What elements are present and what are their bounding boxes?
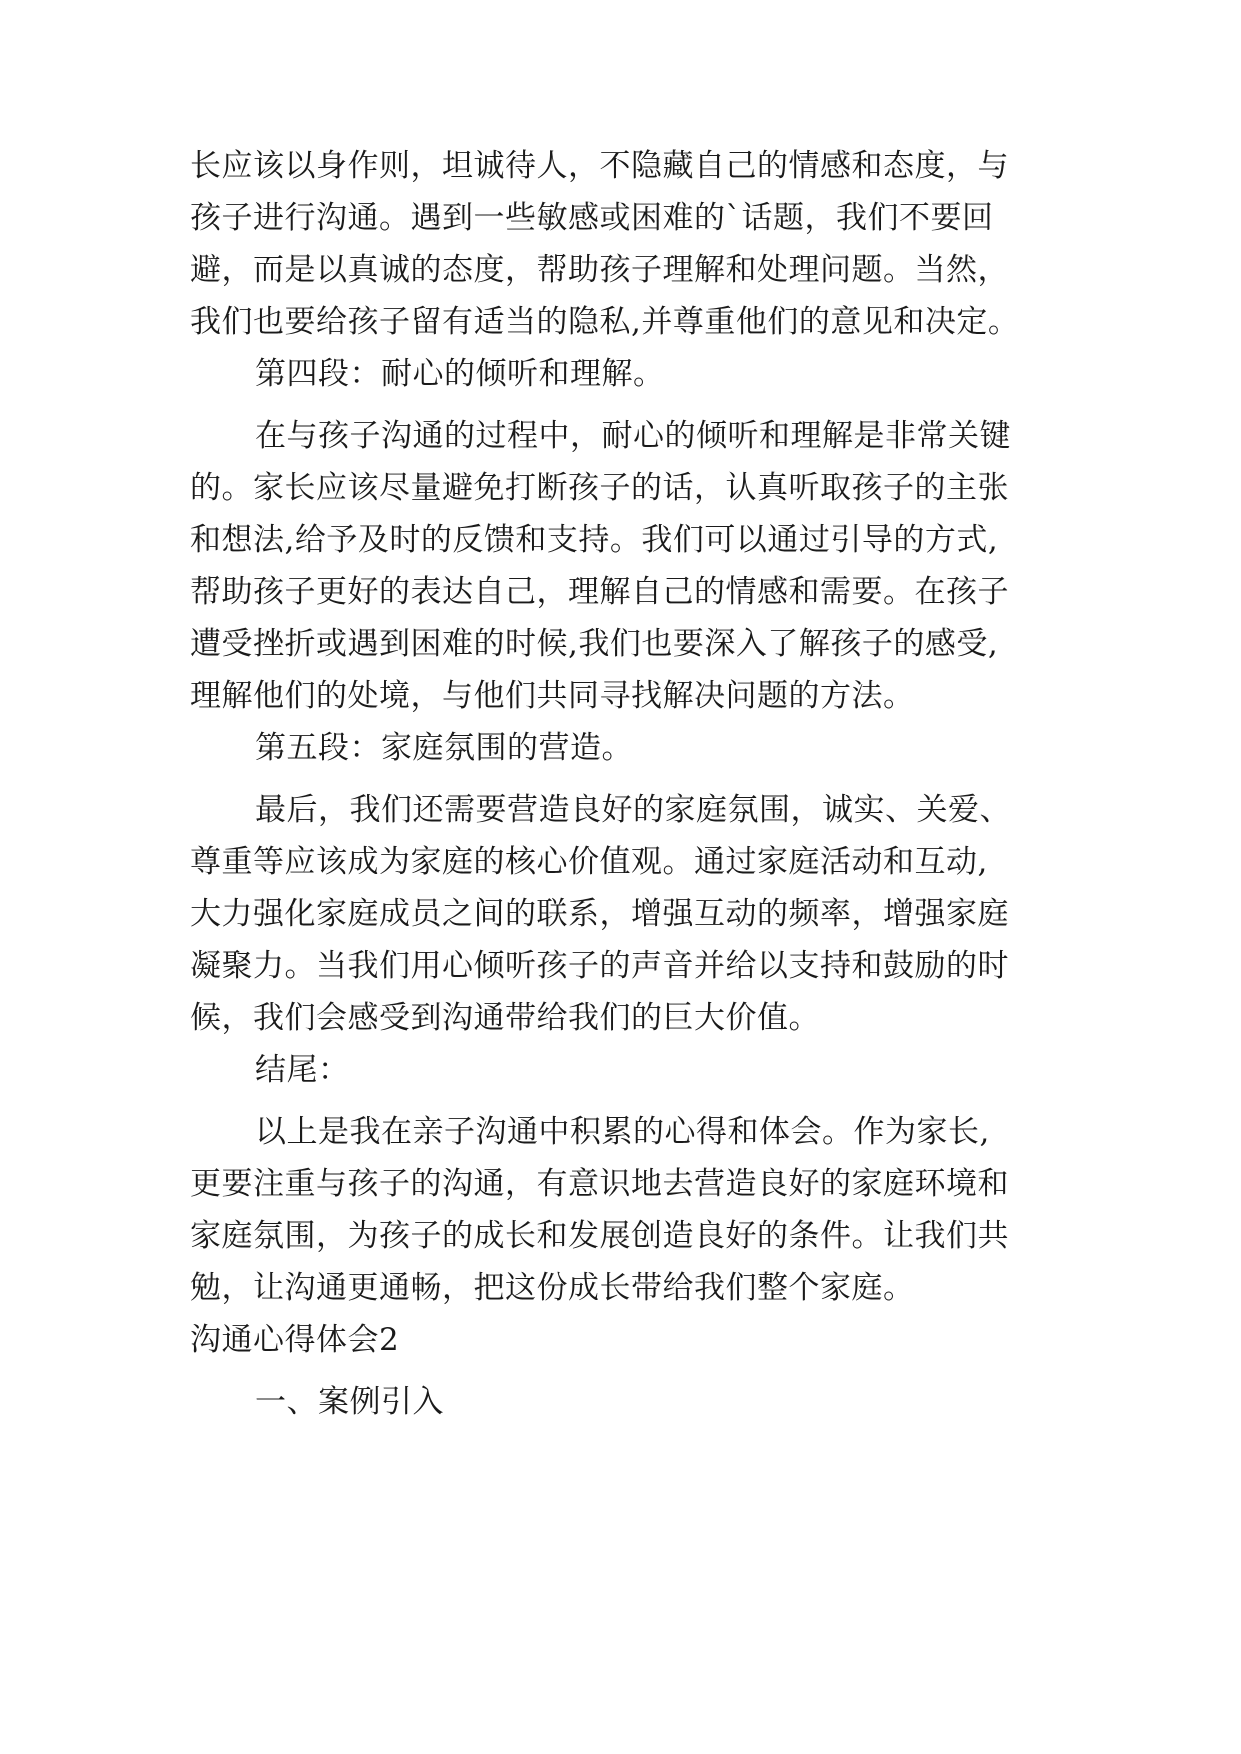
paragraph-line: 遭受挫折或遇到困难的时候,我们也要深入了解孩子的感受,: [190, 626, 999, 662]
paragraph-line: 避，而是以真诚的态度，帮助孩子理解和处理问题。当然，: [190, 252, 1009, 288]
paragraph-line: 孩子进行沟通。遇到一些敏感或困难的`话题，我们不要回: [190, 200, 994, 236]
paragraph-line: 长应该以身作则，坦诚待人，不隐藏自己的情感和态度，与: [190, 148, 1009, 184]
section-heading: 结尾：: [255, 1052, 350, 1088]
paragraph-line: 在与孩子沟通的过程中，耐心的倾听和理解是非常关键: [255, 418, 1011, 454]
paragraph-line: 最后，我们还需要营造良好的家庭氛围，诚实、关爱、: [255, 792, 1011, 828]
paragraph-line: 尊重等应该成为家庭的核心价值观。通过家庭活动和互动,: [190, 844, 988, 880]
paragraph-line: 凝聚力。当我们用心倾听孩子的声音并给以支持和鼓励的时: [190, 948, 1009, 984]
paragraph-line: 勉，让沟通更通畅，把这份成长带给我们整个家庭。: [190, 1270, 915, 1306]
paragraph-line: 以上是我在亲子沟通中积累的心得和体会。作为家长,: [255, 1114, 990, 1150]
section-heading: 第四段：耐心的倾听和理解。: [255, 356, 665, 392]
document-title: 沟通心得体会2: [190, 1322, 400, 1358]
paragraph-line: 我们也要给孩子留有适当的隐私,并尊重他们的意见和决定。: [190, 304, 1020, 340]
section-heading: 第五段：家庭氛围的营造。: [255, 730, 633, 766]
paragraph-line: 更要注重与孩子的沟通，有意识地去营造良好的家庭环境和: [190, 1166, 1009, 1202]
paragraph-line: 大力强化家庭成员之间的联系，增强互动的频率，增强家庭: [190, 896, 1009, 932]
paragraph-line: 帮助孩子更好的表达自己，理解自己的情感和需要。在孩子: [190, 574, 1009, 610]
section-heading: 一、案例引入: [255, 1384, 444, 1420]
paragraph-line: 和想法,给予及时的反馈和支持。我们可以通过引导的方式,: [190, 522, 999, 558]
paragraph-line: 候，我们会感受到沟通带给我们的巨大价值。: [190, 1000, 820, 1036]
paragraph-line: 的。家长应该尽量避免打断孩子的话，认真听取孩子的主张: [190, 470, 1009, 506]
paragraph-line: 家庭氛围，为孩子的成长和发展创造良好的条件。让我们共: [190, 1218, 1009, 1254]
paragraph-line: 理解他们的处境，与他们共同寻找解决问题的方法。: [190, 678, 915, 714]
